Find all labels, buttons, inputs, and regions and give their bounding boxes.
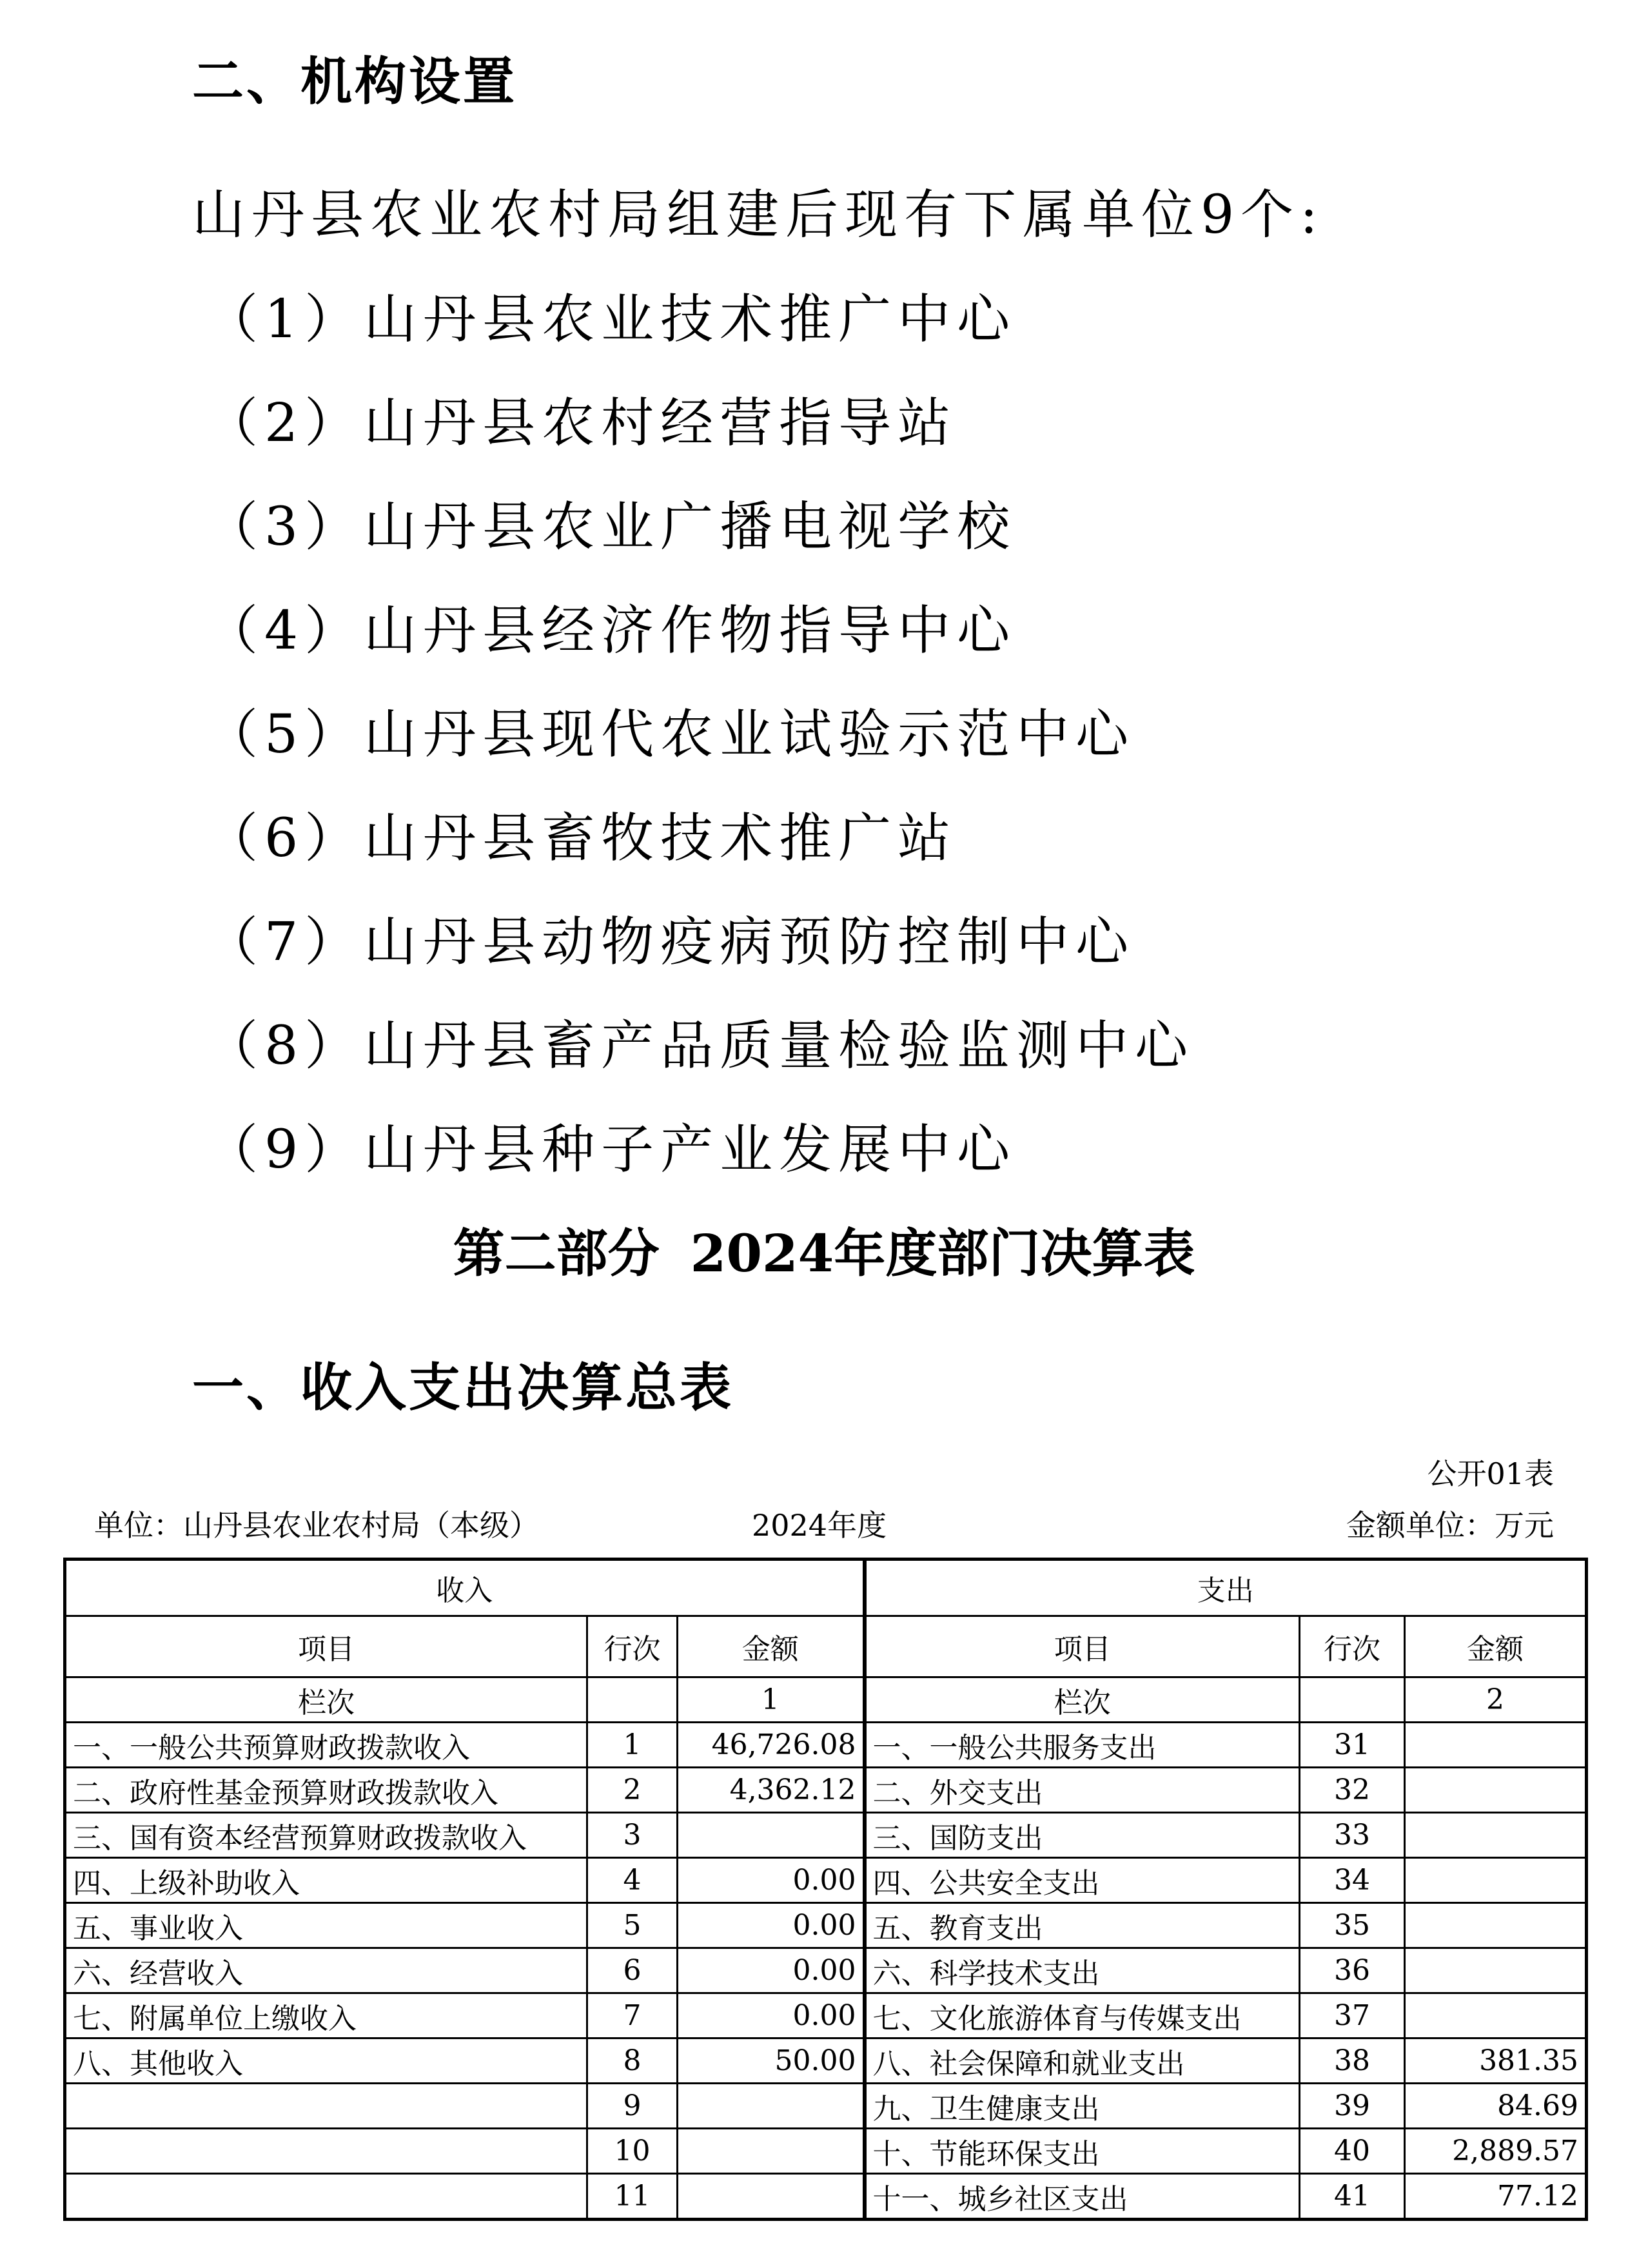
expense-amount-cell bbox=[1405, 1948, 1587, 1993]
table-row bbox=[65, 1723, 1587, 1768]
expense-amount-cell: 381.35 bbox=[1405, 2038, 1587, 2084]
expense-col-number: 2 bbox=[1405, 1677, 1587, 1723]
table-row bbox=[65, 2038, 1587, 2084]
income-header: 收入 bbox=[65, 1559, 865, 1616]
income-col-item: 项目 bbox=[65, 1616, 587, 1677]
table-row bbox=[65, 1993, 1587, 2038]
expense-item-cell: 十、节能环保支出 bbox=[865, 2129, 1300, 2174]
expense-row-no-cell: 37 bbox=[1300, 1993, 1405, 2038]
part-two-title bbox=[0, 1212, 1648, 1286]
income-col-amount: 金额 bbox=[678, 1616, 865, 1677]
table-group-header bbox=[65, 1559, 1587, 1616]
expense-amount-cell: 77.12 bbox=[1405, 2174, 1587, 2220]
section-title-summary: 一、收入支出决算总表 bbox=[192, 1358, 734, 1418]
income-item-cell: 三、国有资本经营预算财政拨款收入 bbox=[65, 1813, 587, 1858]
part-heading: 2024年度部门决算表 bbox=[690, 1223, 1195, 1284]
income-item-cell: 一、一般公共预算财政拨款收入 bbox=[65, 1723, 587, 1768]
expense-amount-cell: 84.69 bbox=[1405, 2084, 1587, 2129]
list-item: （1）山丹县农业技术推广中心 bbox=[205, 289, 1017, 350]
expense-row-no-cell: 41 bbox=[1300, 2174, 1405, 2220]
income-amount-cell: 46,726.08 bbox=[678, 1723, 865, 1768]
income-item-cell: 五、事业收入 bbox=[65, 1903, 587, 1948]
expense-row-no-cell: 32 bbox=[1300, 1768, 1405, 1813]
list-item: （2）山丹县农村经营指导站 bbox=[205, 393, 957, 454]
expense-amount-cell bbox=[1405, 1723, 1587, 1768]
list-item: （8）山丹县畜产品质量检验监测中心 bbox=[205, 1015, 1195, 1077]
expense-col-item: 项目 bbox=[865, 1616, 1300, 1677]
expense-sub-row bbox=[1300, 1677, 1405, 1723]
table-number: 公开01表 bbox=[1427, 1456, 1554, 1491]
expense-sub-label: 栏次 bbox=[865, 1677, 1300, 1723]
income-row-no-cell: 9 bbox=[587, 2084, 678, 2129]
income-col-number: 1 bbox=[678, 1677, 865, 1723]
expense-amount-cell bbox=[1405, 1903, 1587, 1948]
table-column-header bbox=[65, 1616, 1587, 1677]
list-item: （5）山丹县现代农业试验示范中心 bbox=[205, 704, 1135, 765]
money-unit-label: 金额单位：万元 bbox=[1346, 1508, 1554, 1543]
expense-item-cell: 四、公共安全支出 bbox=[865, 1858, 1300, 1903]
income-sub-row bbox=[587, 1677, 678, 1723]
income-item-cell: 七、附属单位上缴收入 bbox=[65, 1993, 587, 2038]
income-amount-cell: 0.00 bbox=[678, 1993, 865, 2038]
expense-item-cell: 九、卫生健康支出 bbox=[865, 2084, 1300, 2129]
expense-row-no-cell: 33 bbox=[1300, 1813, 1405, 1858]
income-amount-cell: 0.00 bbox=[678, 1858, 865, 1903]
expense-header: 支出 bbox=[865, 1559, 1587, 1616]
income-row-no-cell: 3 bbox=[587, 1813, 678, 1858]
expense-amount-cell bbox=[1405, 1768, 1587, 1813]
list-item: （9）山丹县种子产业发展中心 bbox=[205, 1119, 1017, 1180]
expense-col-amount: 金额 bbox=[1405, 1616, 1587, 1677]
income-row-no-cell: 4 bbox=[587, 1858, 678, 1903]
income-row-no-cell: 11 bbox=[587, 2174, 678, 2220]
table-meta bbox=[94, 1502, 1554, 1541]
expense-amount-cell bbox=[1405, 1993, 1587, 2038]
expense-item-cell: 三、国防支出 bbox=[865, 1813, 1300, 1858]
income-amount-cell: 50.00 bbox=[678, 2038, 865, 2084]
income-item-cell: 八、其他收入 bbox=[65, 2038, 587, 2084]
expense-row-no-cell: 39 bbox=[1300, 2084, 1405, 2129]
income-row-no-cell: 6 bbox=[587, 1948, 678, 1993]
income-amount-cell bbox=[678, 2129, 865, 2174]
unit-label: 单位：山丹县农业农村局（本级） bbox=[94, 1508, 539, 1543]
income-col-row: 行次 bbox=[587, 1616, 678, 1677]
income-amount-cell: 4,362.12 bbox=[678, 1768, 865, 1813]
expense-amount-cell bbox=[1405, 1813, 1587, 1858]
part-label: 第二部分 bbox=[453, 1223, 660, 1284]
expense-item-cell: 十一、城乡社区支出 bbox=[865, 2174, 1300, 2220]
list-item: （3）山丹县农业广播电视学校 bbox=[205, 496, 1017, 558]
list-item: （6）山丹县畜牧技术推广站 bbox=[205, 808, 957, 869]
expense-row-no-cell: 35 bbox=[1300, 1903, 1405, 1948]
table-row bbox=[65, 2084, 1587, 2129]
unit-list bbox=[205, 277, 1194, 1211]
table-row bbox=[65, 1948, 1587, 1993]
income-row-no-cell: 2 bbox=[587, 1768, 678, 1813]
expense-item-cell: 八、社会保障和就业支出 bbox=[865, 2038, 1300, 2084]
list-item: （7）山丹县动物疫病预防控制中心 bbox=[205, 912, 1135, 973]
income-item-cell: 二、政府性基金预算财政拨款收入 bbox=[65, 1768, 587, 1813]
income-row-no-cell: 7 bbox=[587, 1993, 678, 2038]
expense-row-no-cell: 38 bbox=[1300, 2038, 1405, 2084]
income-row-no-cell: 10 bbox=[587, 2129, 678, 2174]
income-item-cell: 六、经营收入 bbox=[65, 1948, 587, 1993]
income-row-no-cell: 5 bbox=[587, 1903, 678, 1948]
table-row bbox=[65, 1858, 1587, 1903]
income-item-cell bbox=[65, 2084, 587, 2129]
list-item: （4）山丹县经济作物指导中心 bbox=[205, 600, 1017, 661]
table-row bbox=[65, 2129, 1587, 2174]
income-item-cell bbox=[65, 2174, 587, 2220]
expense-col-row: 行次 bbox=[1300, 1616, 1405, 1677]
table-row bbox=[65, 1813, 1587, 1858]
income-item-cell bbox=[65, 2129, 587, 2174]
income-amount-cell: 0.00 bbox=[678, 1948, 865, 1993]
expense-item-cell: 七、文化旅游体育与传媒支出 bbox=[865, 1993, 1300, 2038]
expense-row-no-cell: 36 bbox=[1300, 1948, 1405, 1993]
year-label: 2024年度 bbox=[752, 1508, 887, 1543]
expense-row-no-cell: 34 bbox=[1300, 1858, 1405, 1903]
section-title-org: 二、机构设置 bbox=[192, 52, 517, 112]
expense-row-no-cell: 31 bbox=[1300, 1723, 1405, 1768]
income-amount-cell bbox=[678, 1813, 865, 1858]
income-amount-cell bbox=[678, 2084, 865, 2129]
expense-item-cell: 五、教育支出 bbox=[865, 1903, 1300, 1948]
income-row-no-cell: 8 bbox=[587, 2038, 678, 2084]
expense-item-cell: 一、一般公共服务支出 bbox=[865, 1723, 1300, 1768]
expense-amount-cell bbox=[1405, 1858, 1587, 1903]
intro-paragraph: 山丹县农业农村局组建后现有下属单位9个: bbox=[192, 184, 1324, 246]
expense-row-no-cell: 40 bbox=[1300, 2129, 1405, 2174]
income-amount-cell: 0.00 bbox=[678, 1903, 865, 1948]
income-expense-table bbox=[63, 1558, 1588, 2221]
income-sub-label: 栏次 bbox=[65, 1677, 587, 1723]
table-row bbox=[65, 1768, 1587, 1813]
income-row-no-cell: 1 bbox=[587, 1723, 678, 1768]
expense-amount-cell: 2,889.57 bbox=[1405, 2129, 1587, 2174]
table-row bbox=[65, 1903, 1587, 1948]
table-column-number-row bbox=[65, 1677, 1587, 1723]
income-amount-cell bbox=[678, 2174, 865, 2220]
expense-item-cell: 二、外交支出 bbox=[865, 1768, 1300, 1813]
table-row bbox=[65, 2174, 1587, 2220]
income-item-cell: 四、上级补助收入 bbox=[65, 1858, 587, 1903]
expense-item-cell: 六、科学技术支出 bbox=[865, 1948, 1300, 1993]
